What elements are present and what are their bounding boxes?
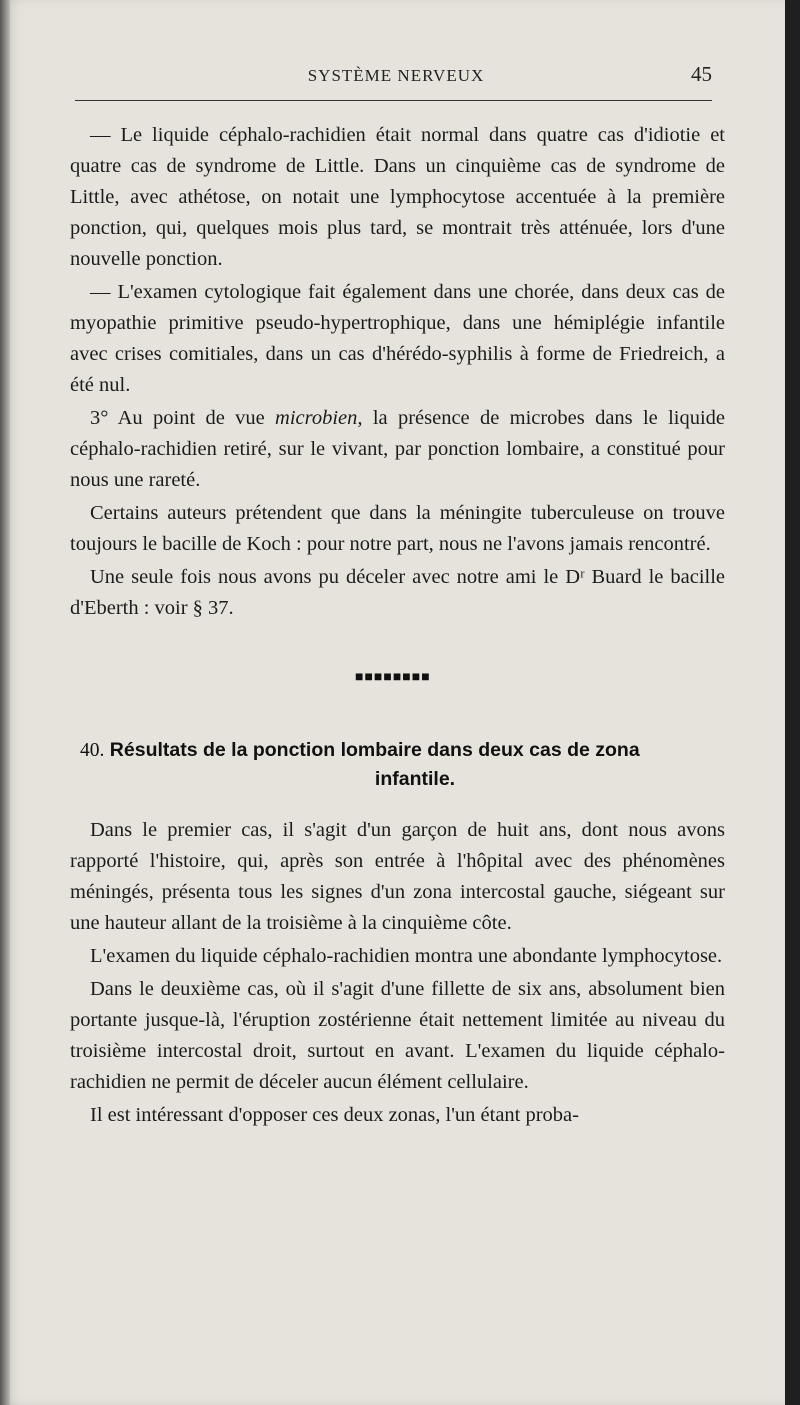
text-block-top: [70, 120, 725, 626]
text-run: la présence de microbes dans le liquide céphalo-rachidien retiré, sur le vivant, par ponction lombaire, a constitué pour nous une rareté.: [70, 407, 726, 491]
page-number: 45: [691, 62, 712, 86]
paragraph: — Le liquide céphalo-rachidien était normal dans quatre cas d'idiotie et quatre cas de syndrome de Little. Dans un cinquième cas de syndrome de Little, avec athétose, on notait une lymphocytose accentuée à la première ponction, qui, quelques mois plus tard, se montrait très atténuée, lors d'une nouvelle ponction.: [70, 124, 725, 270]
paragraph: — L'examen cytologique fait également dans une chorée, dans deux cas de myopathie primitive pseudo-hypertrophique, dans une hémiplégie infantile avec crises comitiales, dans un cas d'hérédo-syphilis à forme de Friedreich, a été nul.: [70, 281, 725, 396]
header-rule: [75, 100, 712, 101]
section-heading: [80, 736, 730, 794]
scan-border: [785, 0, 800, 1405]
paragraph: L'examen du liquide céphalo-rachidien montra une abondante lymphocytose.: [90, 945, 723, 967]
section-title-line1: Résultats de la ponction lombaire dans deux cas de zona: [109, 739, 640, 761]
section-number: 40.: [80, 740, 105, 761]
text-block-bottom: [70, 815, 725, 1133]
paragraph: Il est intéressant d'opposer ces deux zonas, l'un étant proba-: [90, 1104, 579, 1126]
paragraph: Dans le premier cas, il s'agit d'un garçon de huit ans, dont nous avons rapporté l'histoire, qui, après son entrée à l'hôpital avec des phénomènes méningés, présenta tous les signes d'un zona intercostal gauche, siégeant sur une hauteur allant de la troisième à la cinquième côte.: [70, 819, 725, 934]
paragraph-microbien: [70, 403, 725, 496]
text-run: 3° Au point de vue: [90, 407, 276, 429]
paragraph: Certains auteurs prétendent que dans la méningite tuberculeuse on trouve toujours le bacille de Koch : pour notre part, nous ne l'avons jamais rencontré.: [70, 502, 725, 555]
running-title: SYSTÈME NERVEUX: [307, 66, 485, 85]
italic-term: microbien,: [275, 407, 363, 429]
page-header: [80, 62, 712, 92]
paragraph: Une seule fois nous avons pu déceler avec notre ami le Dʳ Buard le bacille d'Eberth : voir § 37.: [70, 566, 725, 619]
paragraph: Dans le deuxième cas, où il s'agit d'une fillette de six ans, absolument bien portante jusque-là, l'éruption zostérienne était nettement limitée au niveau du troisième intercostal droit, surtout en avant. L'examen du liquide céphalo-rachidien ne permit de déceler aucun élément cellulaire.: [70, 978, 725, 1093]
page-spine-shadow: [0, 0, 10, 1405]
section-separator: ■■■■■■■■: [355, 670, 431, 685]
section-title-line2: infantile.: [374, 768, 456, 790]
